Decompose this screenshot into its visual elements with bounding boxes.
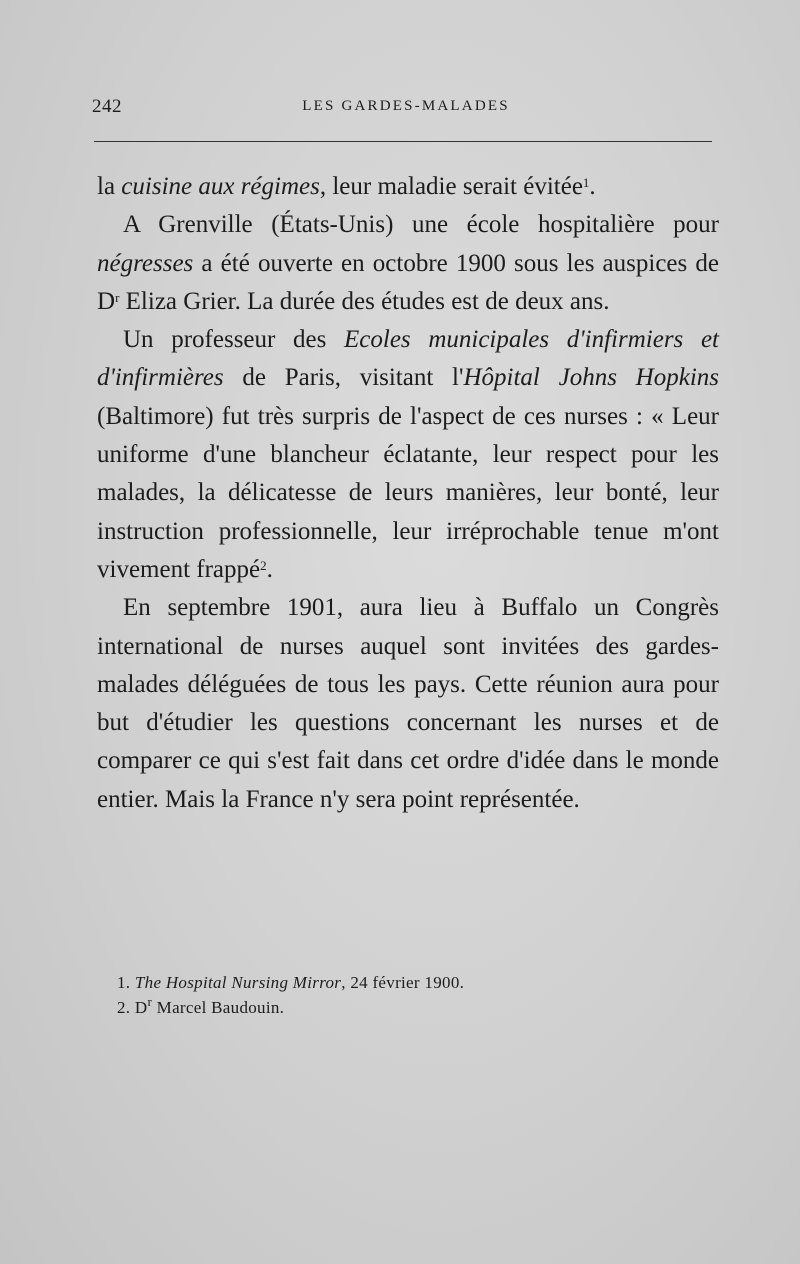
italic-text: Ecoles municipales d'infirmiers et d'infirmières <box>97 326 719 392</box>
italic-text: négresses <box>97 249 194 277</box>
paragraph-1: la cuisine aux régimes, leur maladie serait évitée$^1$. <box>97 173 596 200</box>
paragraph-2: A Grenville (États-Unis) une école hospitalière pour négresses a été ouverte en octobre 1900 sous les auspices de $D^r$ Eliza Grier. La durée des études est de deux ans. <box>97 211 719 315</box>
running-head: LES GARDES-MALADES <box>302 98 510 114</box>
footnote-1: 1. The Hospital Nursing Mirror, 24 février 1900. <box>117 973 465 992</box>
paragraph-3: Un professeur des Ecoles municipales d'infirmiers et d'infirmières de Paris, visitant l'Hôpital Johns Hopkins (Baltimore) fut très surpris de l'aspect de ces nurses : « Leur uniforme d'une blancheur éclatante, leur respect pour les malades, la délicatesse de leurs manières, leur bonté, leur instruction professionnelle, leur irréprochable tenue m'ont vivement frappé$^2$. <box>97 326 719 583</box>
footnotes <box>117 970 677 1020</box>
page-header <box>92 96 720 124</box>
superscript-abbrev: r <box>147 993 153 1009</box>
italic-text: Hôpital Johns Hopkins <box>463 364 719 392</box>
page-number: 242 <box>92 96 122 117</box>
italic-text: cuisine aux régimes <box>121 173 320 200</box>
footnote-ref-1: 1 <box>582 174 590 190</box>
italic-text: The Hospital Nursing Mirror <box>134 973 342 992</box>
superscript-abbrev: r <box>115 289 120 305</box>
footnote-2: 2. $D^r$ Marcel Baudouin. <box>117 993 285 1017</box>
footnote-ref-2: 2 <box>260 557 267 573</box>
paragraph-4: En septembre 1901, aura lieu à Buffalo un Congrès international de nurses auquel sont invitées des gardes-malades déléguées de tous les pays. Cette réunion aura pour but d'étudier les questions concernant les nurses et de comparer ce qui s'est fait dans cet ordre d'idée dans le monde entier. Mais la France n'y sera point représentée. <box>97 594 719 813</box>
body-text <box>97 168 719 819</box>
header-rule <box>94 141 712 142</box>
